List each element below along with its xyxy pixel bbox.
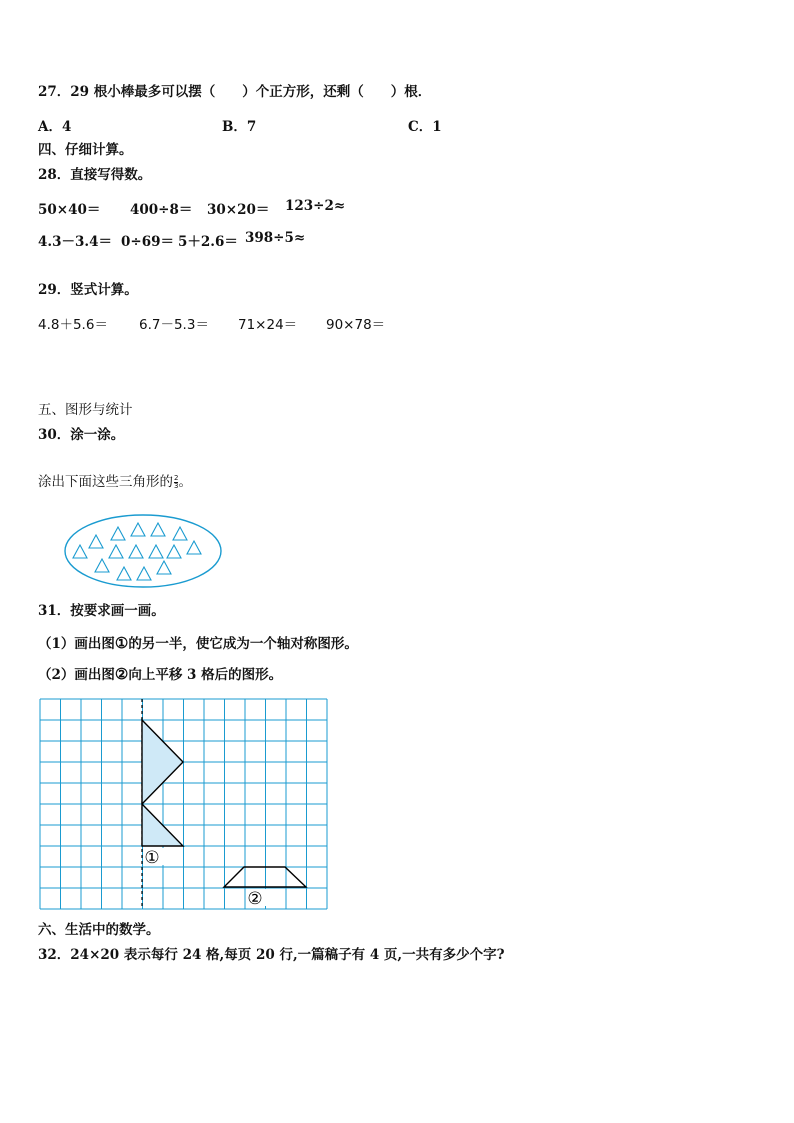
triangle	[149, 545, 163, 558]
label-2: ②	[247, 889, 263, 909]
question-31-sub2	[38, 665, 282, 684]
question-32: 32．24×20 表示每行 24 格,每页 20 行,一篇稿子有 4 页,一共有多少个字?	[38, 947, 505, 963]
calc-item: 123÷2≈	[285, 198, 346, 214]
triangle	[137, 567, 151, 580]
calc-item: 400÷8＝	[130, 202, 193, 218]
question-27: 27．29 根小棒最多可以摆（ ）个正方形，还剩（ ）根．	[38, 84, 432, 100]
sub2-circled-mark: ②	[114, 665, 129, 683]
vertical-calc-item: 6.7－5.3＝	[139, 317, 209, 333]
section-5-heading: 五、图形与统计	[38, 402, 133, 418]
question-30-instruction	[38, 473, 192, 491]
question-31-sub1	[38, 634, 358, 653]
triangle	[89, 535, 103, 548]
sub1-circled-mark: ①	[114, 634, 129, 652]
triangle	[157, 561, 171, 574]
vertical-calc-item: 71×24＝	[238, 317, 298, 333]
triangle	[131, 523, 145, 536]
question-29-title: 29．竖式计算。	[38, 282, 138, 298]
option-a: A．4	[38, 119, 72, 135]
triangle	[167, 545, 181, 558]
triangle	[73, 545, 87, 558]
triangle	[95, 559, 109, 572]
question-30-title: 30．涂一涂。	[38, 427, 125, 443]
instruction-end: 。	[178, 474, 192, 490]
sub1-text-b: 的另一半，使它成为一个轴对称图形。	[128, 636, 358, 652]
triangle	[173, 527, 187, 540]
triangles-ellipse-figure	[62, 512, 226, 594]
triangle	[117, 567, 131, 580]
option-b: B．7	[222, 119, 257, 135]
calc-item: 5＋2.6＝	[178, 234, 238, 250]
calc-item: 4.3－3.4＝	[38, 234, 112, 250]
vertical-calc-item: 90×78＝	[326, 317, 386, 333]
label-1: ①	[144, 848, 160, 868]
triangle	[109, 545, 123, 558]
triangle	[111, 527, 125, 540]
section-6-heading: 六、生活中的数学。	[38, 922, 160, 938]
option-c: C．1	[408, 119, 442, 135]
question-28-title: 28．直接写得数。	[38, 167, 152, 183]
calc-item: 398÷5≈	[245, 230, 306, 246]
vertical-calc-item: 4.8＋5.6＝	[38, 317, 108, 333]
fraction-numerator: 2	[174, 473, 179, 482]
question-31-title: 31．按要求画一画。	[38, 603, 165, 619]
triangle	[129, 545, 143, 558]
triangle	[151, 523, 165, 536]
section-4-heading: 四、仔细计算。	[38, 142, 133, 158]
calc-item: 50×40＝	[38, 202, 101, 218]
sub1-text-a: （1）画出图	[38, 636, 115, 652]
calc-item: 0÷69＝	[121, 234, 174, 250]
ellipse-outline	[65, 515, 221, 587]
fraction-denominator: 3	[174, 481, 179, 490]
instruction-text: 涂出下面这些三角形的	[38, 474, 173, 490]
sub2-text-b: 向上平移 3 格后的图形。	[128, 667, 283, 683]
sub2-text-a: （2）画出图	[38, 667, 115, 683]
triangle	[187, 541, 201, 554]
grid-figure	[38, 697, 330, 912]
calc-item: 30×20＝	[207, 202, 270, 218]
